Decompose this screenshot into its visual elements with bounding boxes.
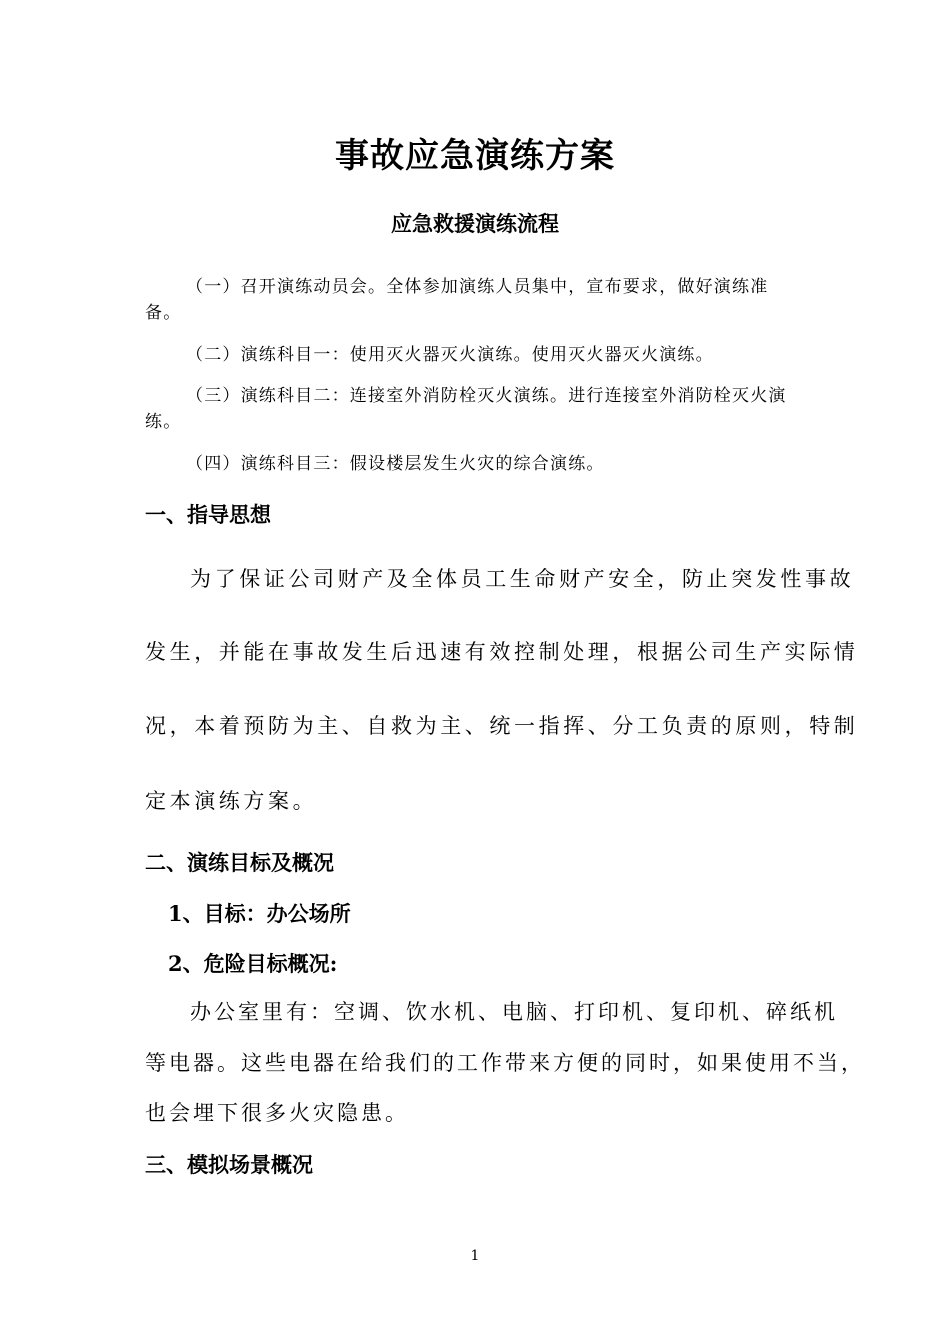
procedure-step-3: （三）演练科目二：连接室外消防栓灭火演练。进行连接室外消防栓灭火演 [186, 386, 787, 406]
section-2-item-1: 1、目标：办公场所 [168, 901, 351, 926]
procedure-step-2: （二）演练科目一：使用灭火器灭火演练。使用灭火器灭火演练。 [186, 345, 714, 365]
section-2-item-2: 2、危险目标概况: [168, 951, 338, 976]
page-number: 1 [470, 1248, 480, 1264]
document-title: 事故应急演练方案 [335, 136, 615, 176]
procedure-step-4: （四）演练科目三：假设楼层发生火灾的综合演练。 [186, 454, 605, 474]
section-2-line-1: 办公室里有：空调、饮水机、电脑、打印机、复印机、碎纸机 [190, 1000, 838, 1024]
section-2-line-3: 也会埋下很多火灾隐患。 [145, 1101, 409, 1125]
section-1-heading: 一、指导思想 [145, 502, 271, 527]
procedure-step-1: （一）召开演练动员会。全体参加演练人员集中，宣布要求，做好演练准 [186, 277, 769, 297]
section-1-line-3: 况，本着预防为主、自救为主、统一指挥、分工负责的原则，特制 [145, 714, 859, 738]
section-2-line-2: 等电器。这些电器在给我们的工作带来方便的同时，如果使用不当， [145, 1051, 865, 1075]
procedure-step-3-cont: 练。 [145, 412, 182, 432]
procedure-step-1-cont: 备。 [145, 303, 182, 323]
section-2-heading: 二、演练目标及概况 [145, 850, 334, 875]
section-1-line-4: 定本演练方案。 [145, 789, 318, 813]
section-1-line-2: 发生，并能在事故发生后迅速有效控制处理，根据公司生产实际情 [145, 640, 859, 664]
section-3-heading: 三、模拟场景概况 [145, 1152, 313, 1177]
section-1-line-1: 为了保证公司财产及全体员工生命财产安全，防止突发性事故 [190, 567, 855, 591]
document-subtitle: 应急救援演练流程 [391, 211, 559, 236]
